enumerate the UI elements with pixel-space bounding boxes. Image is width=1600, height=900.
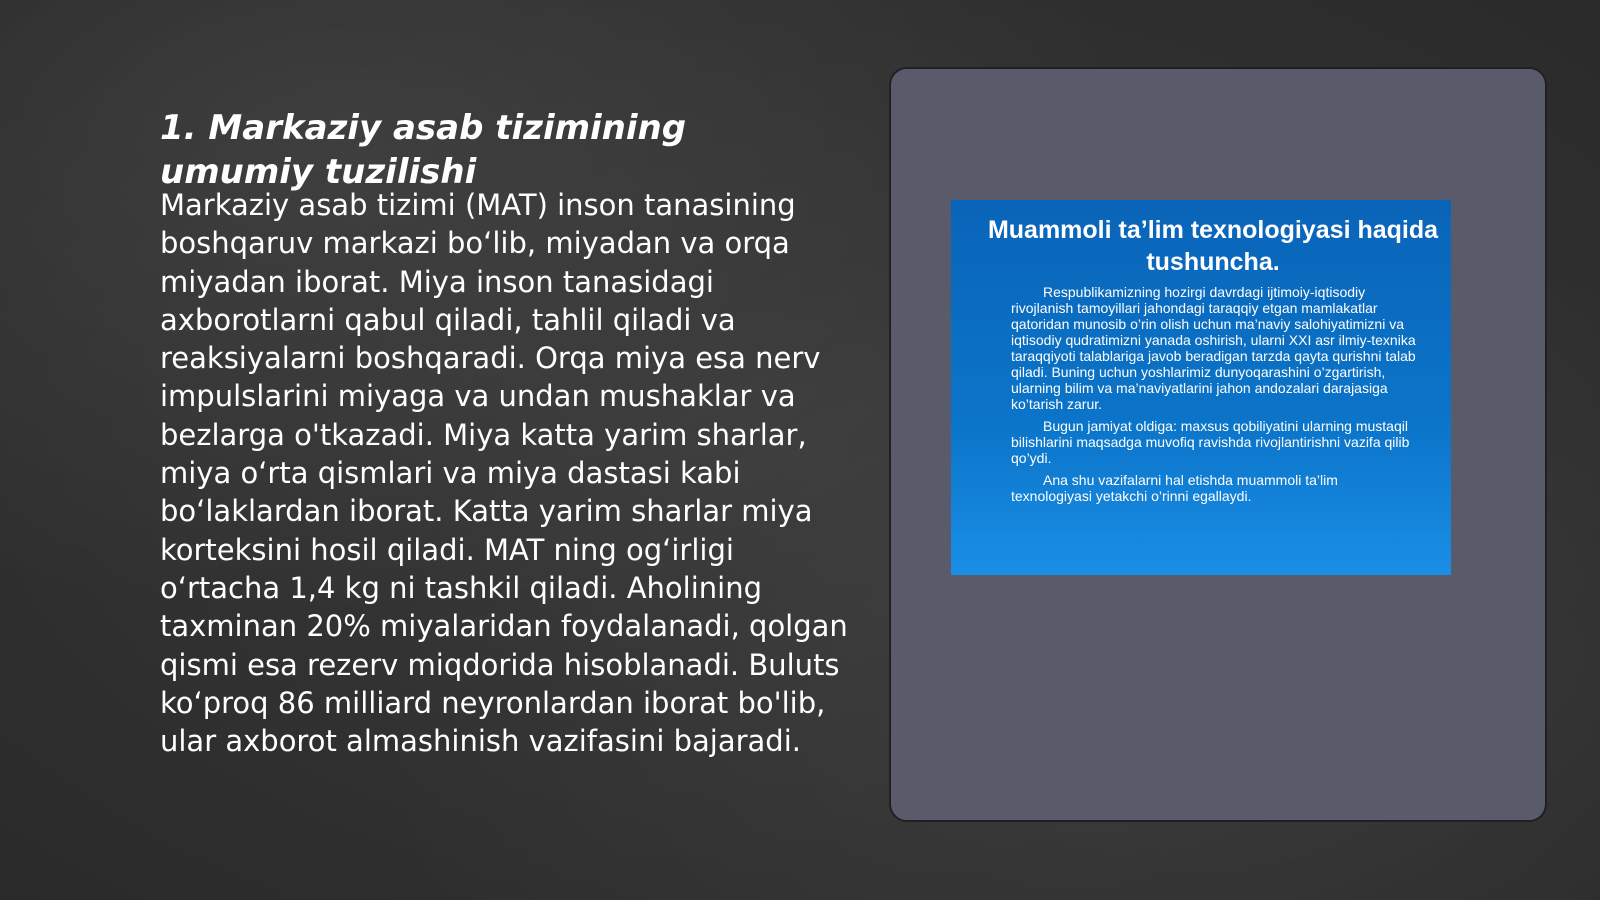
- embedded-paragraph-3: Ana shu vazifalarni hal etishda muammoli ta’lim texnologiyasi yetakchi o’rinni egallaydi.: [1011, 472, 1338, 504]
- embedded-paragraph-1: Respublikamizning hozirgi davrdagi ijtimoiy-iqtisodiy rivojlanish tamoyillari jahondagi taraqqiy etgan mamlakatlar qatoridan munosib o’rin olish uchun ma’naviy salohiyatimizni va iqtisodiy qudratimizni yanada oshirish, ularni XXI asr ilmiy-texnika taraqqiyoti talablariga javob beradigan tarzda qayta qurishni talab qiladi. Buning uchun yoshlarimiz dunyoqarashini o’zgartirish, ularning bilim va ma’naviyatlarini jahon andozalari darajasiga ko’tarish zarur.: [1011, 284, 1416, 412]
- embedded-paragraph-2: Bugun jamiyat oldiga: maxsus qobiliyatini ularning mustaqil bilishlarini maqsadga muvofiq ravishda rivojlantirishni vazifa qilib qo’ydi.: [1011, 418, 1410, 466]
- slide-body-text: Markaziy asab tizimi (MAT) inson tanasining boshqaruv markazi boʻlib, miyadan va orqa miyadan iborat. Miya inson tanasidagi axborotlarni qabul qiladi, tahlil qiladi va reaksiyalarni boshqaradi. Orqa miya esa nerv impulslarini miyaga va undan mushaklar va bezlarga o'tkazadi. Miya katta yarim sharlar, miya oʻrta qismlari va miya dastasi kabi boʻlaklardan iborat. Katta yarim sharlar miya korteksini hosil qiladi. MAT ning ogʻirligi oʻrtacha 1,4 kg ni tashkil qiladi. Aholining taxminan 20% miyalaridan foydalanadi, qolgan qismi esa rezerv miqdorida hisoblanadi. Buluts koʻproq 86 milliard neyronlardan iborat bo'lib, ular axborot almashinish vazifasini bajaradi.: [160, 188, 848, 759]
- embedded-slide-image: [951, 200, 1451, 575]
- embedded-slide-title: Muammoli ta’lim texnologiyasi haqida tushuncha.: [987, 216, 1439, 276]
- slide-title: 1. Markaziy asab tizimining umumiy tuzilishi: [160, 108, 687, 192]
